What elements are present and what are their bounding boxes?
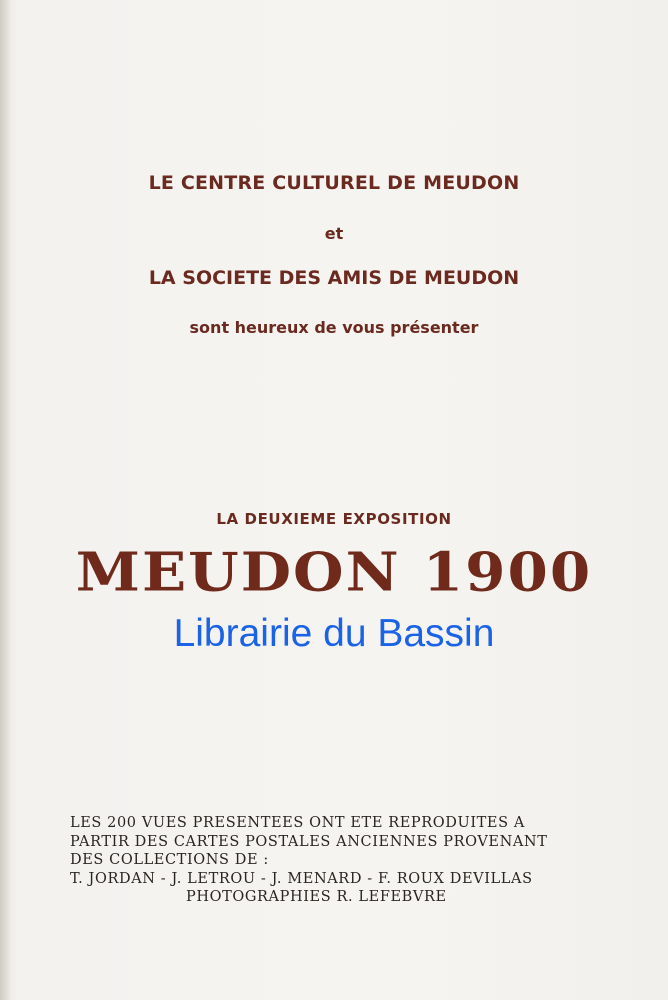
credits-block <box>0 814 668 907</box>
presentation-line: sont heureux de vous présenter <box>189 318 479 337</box>
credits-line: PHOTOGRAPHIES R. LEFEBVRE <box>186 889 447 905</box>
organizer-line-2: LA SOCIETE DES AMIS DE MEUDON <box>148 267 520 289</box>
conjunction-line: et <box>324 224 344 243</box>
exhibition-title: MEUDON 1900 <box>75 540 593 604</box>
organizer-line-1: LE CENTRE CULTUREL DE MEUDON <box>148 172 520 194</box>
credits-line: T. JORDAN - J. LETROU - J. MENARD - F. ROUX DEVILLAS <box>70 870 533 887</box>
seller-watermark: Librairie du Bassin <box>173 612 495 655</box>
credits-line: LES 200 VUES PRESENTEES ONT ETE REPRODUITES A <box>70 815 525 831</box>
exhibition-subtitle: LA DEUXIEME EXPOSITION <box>216 510 452 528</box>
credits-line: DES COLLECTIONS DE : <box>70 852 269 868</box>
credits-line: PARTIR DES CARTES POSTALES ANCIENNES PROVENANT <box>70 833 548 850</box>
